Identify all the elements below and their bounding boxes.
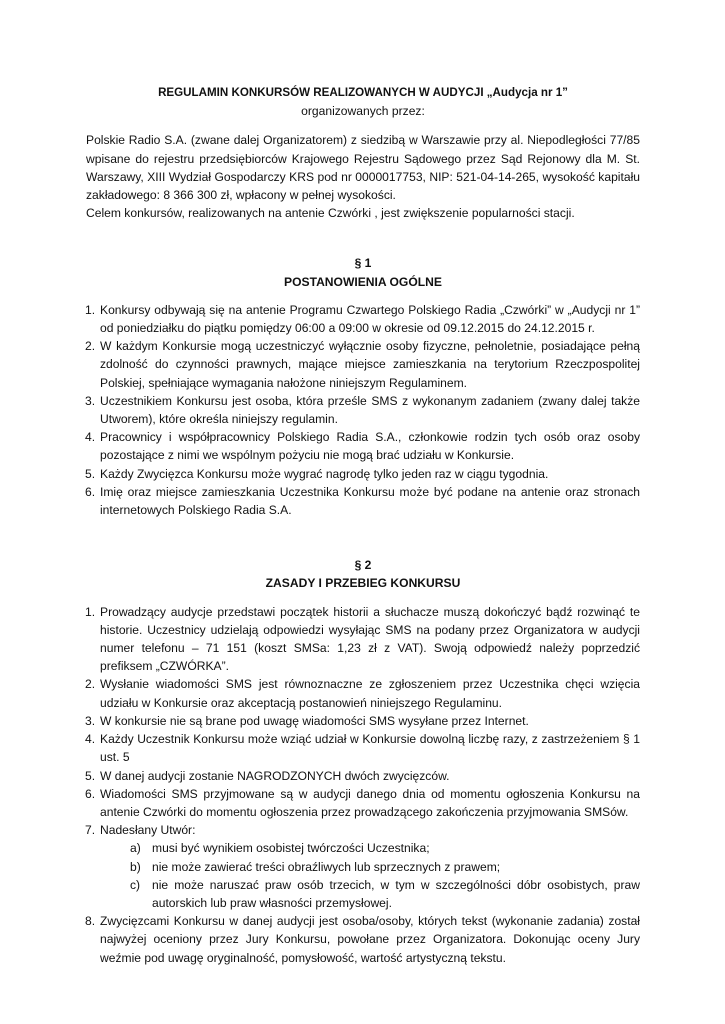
- sub-list-item-text: musi być wynikiem osobistej twórczości Uczestnika;: [152, 841, 430, 856]
- list-item-number: 5.: [85, 466, 96, 481]
- list-item-number: 3.: [85, 393, 96, 408]
- list-item-text: Zwycięzcami Konkursu w danej audycji jest osoba/osoby, których tekst (wykonanie zadania) został najwyżej oceniony przez Jury Konkursu, powołane przez Organizatora. Dokonując oceny Jury weźmie pod uwagę oryginalność, pomysłowość, wartość artystyczną tekstu.: [100, 914, 640, 965]
- list-item: [86, 730, 640, 766]
- list-item: [86, 392, 640, 428]
- list-item: [86, 603, 640, 676]
- list-item-number: 2.: [85, 339, 96, 354]
- list-item: [86, 483, 640, 519]
- sub-list-item-text: nie może zawierać treści obraźliwych lub sprzecznych z prawem;: [152, 859, 501, 874]
- section-1-heading: POSTANOWIENIA OGÓLNE: [284, 274, 442, 289]
- list-item: [86, 465, 640, 483]
- document-page: [86, 84, 640, 967]
- list-item-number: 3.: [85, 713, 96, 728]
- list-item-text: W każdym Konkursie mogą uczestniczyć wyłącznie osoby fizyczne, pełnoletnie, posiadające pełną zdolność do czynności prawnych, mające miejsce zamieszkania na terytorium Rzeczpospolitej Polskiej, spełniające wymagania nałożone niniejszym Regulaminem.: [100, 339, 640, 390]
- list-item-number: 6.: [85, 786, 96, 801]
- list-item: [86, 767, 640, 785]
- list-item-number: 5.: [85, 768, 96, 783]
- list-item-number: 7.: [85, 823, 96, 838]
- list-item-text: Prowadzący audycje przedstawi początek historii a słuchacze muszą dokończyć bądź rozwinąć te historie. Uczestnicy udzielają odpowiedzi wysyłając SMS na podany przez Organizatora w audycji numer telefonu – 71 151 (koszt SMSa: 1,23 zł z VAT). Swoją odpowiedź należy poprzedzić prefiksem „CZWÓRKA”.: [100, 604, 640, 674]
- list-item: [86, 337, 640, 392]
- list-item-text: Pracownicy i współpracownicy Polskiego Radia S.A., członkowie rodzin tych osób oraz osoby pozostające z nimi we wspólnym pożyciu nie mogą brać udziału w Konkursie.: [100, 430, 640, 463]
- list-item: [86, 675, 640, 711]
- list-item: [86, 428, 640, 464]
- list-item-text: Konkursy odbywają się na antenie Programu Czwartego Polskiego Radia „Czwórki” w „Audycji nr 1” od poniedziałku do piątku pomiędzy 06:00 a 09:00 w okresie od 09.12.2015 do 24.12.2015 r.: [100, 302, 640, 336]
- intro-paragraph-purpose: Celem konkursów, realizowanych na antenie Czwórki , jest zwiększenie popularności stacji.: [86, 206, 575, 221]
- sub-list-item-letter: b): [130, 859, 141, 874]
- intro-paragraph-organizer: Polskie Radio S.A. (zwane dalej Organizatorem) z siedzibą w Warszawie przy al. Niepodległości 77/85 wpisane do rejestru przedsiębiorców Krajowego Rejestru Sądowego przez Sąd Rejonowy dla M. St. Warszawy, XIII Wydział Gospodarczy KRS pod nr 0000017753, NIP: 521-04-14-265, wysokość kapitału zakładowego: 8 366 300 zł, wpłacony w pełnej wysokości.: [86, 133, 640, 203]
- list-item-text: Imię oraz miejsce zamieszkania Uczestnika Konkursu może być podane na antenie oraz stronach internetowych Polskiego Radia S.A.: [100, 484, 640, 518]
- document-subtitle: organizowanych przez:: [301, 104, 425, 119]
- sub-list: [100, 839, 640, 912]
- section-1-number: § 1: [354, 256, 372, 271]
- list-item-number: 2.: [85, 677, 96, 692]
- list-item-text: W konkursie nie są brane pod uwagę wiadomości SMS wysyłane przez Internet.: [100, 713, 529, 728]
- list-item-number: 8.: [85, 914, 96, 929]
- list-item-text: Uczestnikiem Konkursu jest osoba, która prześle SMS z wykonanym zadaniem (zwany dalej także Utworem), które określa niniejszy regulamin.: [100, 393, 640, 427]
- list-item: [86, 785, 640, 821]
- list-item-text: Wysłanie wiadomości SMS jest równoznaczne ze zgłoszeniem przez Uczestnika chęci wzięcia udziału w Konkursie oraz akceptacją postanowień niniejszego Regulaminu.: [100, 677, 640, 710]
- sub-list-item: [100, 839, 640, 857]
- list-item-number: 4.: [85, 732, 96, 747]
- sub-list-item: [100, 876, 640, 912]
- section-2-list: [86, 603, 640, 967]
- list-item-number: 1.: [85, 302, 96, 317]
- sub-list-item: [100, 858, 640, 876]
- section-2-number: § 2: [354, 558, 372, 573]
- list-item: [86, 712, 640, 730]
- list-item-text: Nadesłany Utwór:: [100, 823, 196, 838]
- list-item: [86, 821, 640, 912]
- intro-block: [86, 131, 640, 222]
- list-item-text: Każdy Uczestnik Konkursu może wziąć udział w Konkursie dowolną liczbę razy, z zastrzeżeniem § 1 ust. 5: [100, 732, 640, 765]
- document-title: REGULAMIN KONKURSÓW REALIZOWANYCH W AUDYCJI „Audycja nr 1”: [158, 86, 568, 99]
- list-item-text: W danej audycji zostanie NAGRODZONYCH dwóch zwycięzców.: [100, 768, 450, 783]
- sub-list-item-text: nie może naruszać praw osób trzecich, w tym w szczególności dóbr osobistych, praw autorskich lub praw własności przemysłowej.: [152, 877, 640, 910]
- list-item-text: Wiadomości SMS przyjmowane są w audycji danego dnia od momentu ogłoszenia Konkursu na antenie Czwórki do momentu ogłoszenia przez prowadzącego zakończenia przyjmowania SMSów.: [100, 786, 640, 819]
- list-item-number: 6.: [85, 484, 96, 499]
- sub-list-item-letter: a): [130, 841, 141, 856]
- list-item-number: 1.: [85, 604, 96, 619]
- list-item-text: Każdy Zwycięzca Konkursu może wygrać nagrodę tylko jeden raz w ciągu tygodnia.: [100, 466, 549, 481]
- section-2-heading: ZASADY I PRZEBIEG KONKURSU: [265, 576, 461, 591]
- list-item: [86, 912, 640, 967]
- list-item-number: 4.: [85, 430, 96, 445]
- section-1-list: [86, 301, 640, 519]
- list-item: [86, 301, 640, 337]
- sub-list-item-letter: c): [130, 877, 141, 892]
